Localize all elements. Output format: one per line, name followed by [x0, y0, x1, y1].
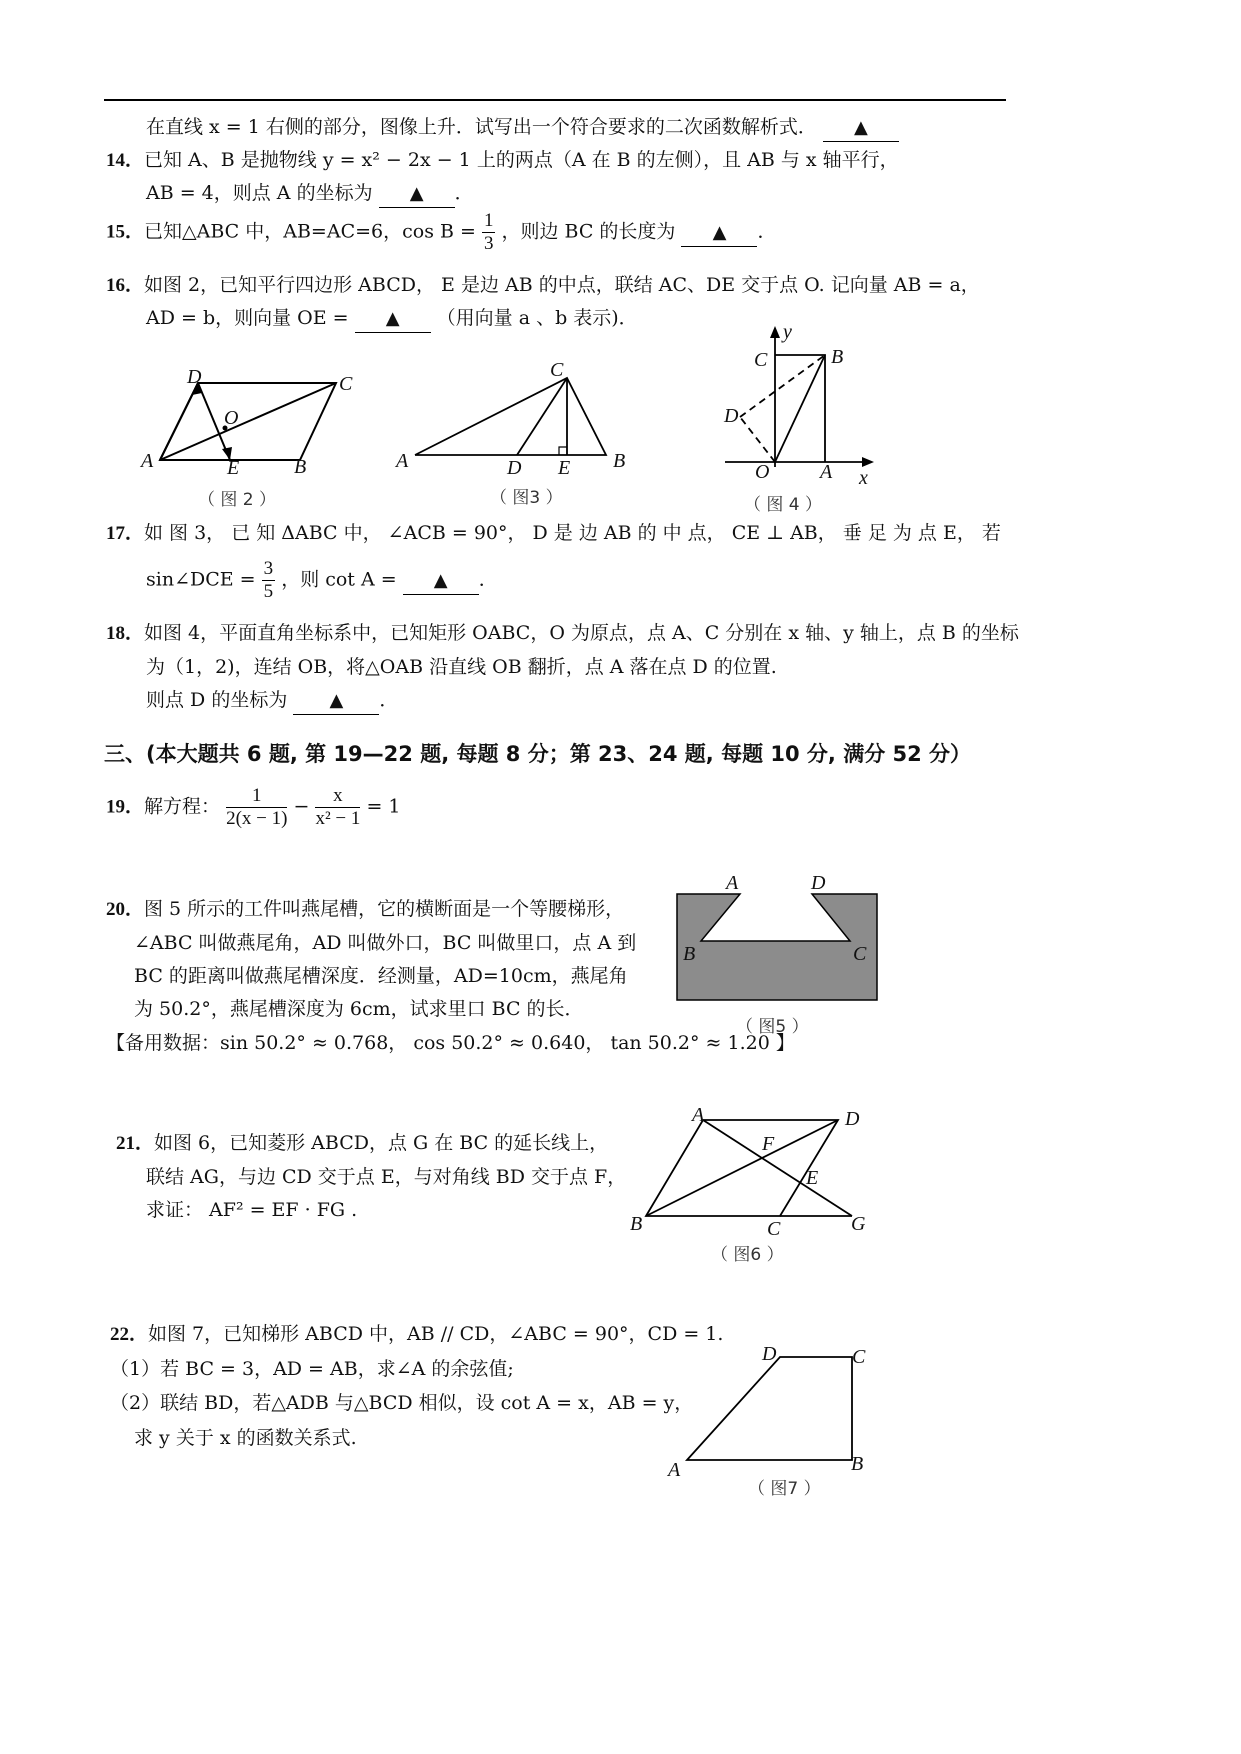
q15-fraction: $\frac{1}{3}$: [483, 210, 494, 254]
fig4-label-B: B: [831, 346, 844, 368]
q16-line1: 如图 2，已知平行四边形 ABCD， E 是边 AB 的中点，联结 AC、DE 交于点 O. 记向量 AB = a，: [144, 274, 980, 296]
section-3-heading: 三、(本大题共 6 题, 第 19—22 题, 每题 8 分；第 23、24 题, 每题 10 分, 满分 52 分）: [104, 742, 972, 766]
fig2-label-O: O: [224, 407, 239, 429]
figure-5: [676, 893, 880, 1003]
question-18-line2: 为（1，2)，连结 OB，将△OAB 沿直线 OB 翻折，点 A 落在点 D 的位置.: [146, 656, 777, 678]
figure-4: [720, 322, 880, 482]
fig4-label-A: A: [820, 461, 833, 483]
fig2-label-A: A: [141, 450, 154, 472]
fig2-label-B: B: [294, 456, 307, 478]
question-16: [106, 272, 980, 299]
q21-number: 21．: [116, 1133, 155, 1154]
question-21: [116, 1130, 608, 1157]
q20-line4: 为 50.2°，燕尾槽深度为 6cm，试求里口 BC 的长．: [134, 998, 584, 1020]
fig4-label-O: O: [755, 461, 770, 483]
q13-tail: [146, 114, 899, 142]
fig4-caption: （ 图 4 ）: [744, 495, 823, 515]
fig2-label-E: E: [227, 457, 240, 479]
q15-post: ，则边 BC 的长度为: [501, 220, 676, 243]
fig7-label-A: A: [668, 1459, 681, 1481]
q16-line2-pre: AD = b，则向量 OE =: [146, 307, 349, 329]
q20-line3: BC 的距离叫做燕尾槽深度．经测量，AD=10cm，燕尾角: [134, 965, 628, 987]
fig4-label-D: D: [724, 405, 739, 427]
q19-post: = 1: [366, 795, 401, 818]
q22-line4: 求 y 关于 x 的函数关系式.: [134, 1427, 357, 1449]
q19-fraction-2: $\frac{x}{\text{x² − 1}}$: [315, 785, 361, 829]
q14-answer-blank[interactable]: ▲: [379, 180, 455, 208]
fig6-label-B: B: [630, 1213, 643, 1235]
q16-answer-blank[interactable]: ▲: [355, 305, 431, 333]
fig4-label-y: y: [783, 321, 792, 343]
fig6-label-F: F: [762, 1133, 775, 1155]
fig7-caption: （ 图7 ）: [748, 1479, 821, 1499]
fig2-caption: （ 图 2 ）: [198, 490, 277, 510]
fig3-label-D: D: [507, 457, 522, 479]
header-rule: [104, 99, 1006, 101]
question-20: [106, 896, 624, 923]
q17-pre: sin∠DCE =: [146, 568, 256, 591]
q16-line2-post: （用向量 a 、b 表示)．: [436, 307, 638, 329]
q22-line1: 如图 7，已知梯形 ABCD 中，AB // CD，∠ABC = 90°，CD = 1.: [148, 1323, 724, 1345]
q22-number: 22．: [110, 1324, 149, 1345]
fig7-label-D: D: [762, 1343, 777, 1365]
q14-line1: 已知 A、B 是抛物线 y = x² − 2x − 1 上的两点（A 在 B 的左侧），且 AB 与 x 轴平行，: [144, 149, 899, 171]
question-14: [106, 147, 899, 174]
q21-line2: 联结 AG，与边 CD 交于点 E，与对角线 BD 交于点 F，: [146, 1166, 627, 1188]
question-19: [106, 785, 401, 830]
fig6-label-E: E: [806, 1167, 819, 1189]
q17-answer-blank[interactable]: ▲: [403, 567, 479, 595]
question-17-line2: sin∠DCE = $\frac{3}{5}$ ，则 cot A = ▲ ．: [146, 558, 498, 602]
question-17: [106, 520, 1001, 547]
question-14-line2: AB = 4，则点 A 的坐标为 ▲ ．: [146, 180, 474, 208]
fig4-label-C: C: [754, 349, 768, 371]
q19-operator: −: [293, 795, 310, 818]
q19-pre: 解方程：: [144, 795, 221, 818]
fig3-caption: （ 图3 ）: [490, 488, 563, 508]
figure-6: [640, 1115, 860, 1220]
q16-number: 16．: [106, 275, 145, 296]
fig5-label-A: A: [726, 872, 739, 894]
q15-number: 15．: [106, 221, 145, 243]
question-16-line2: [146, 305, 638, 333]
fig6-label-D: D: [845, 1108, 860, 1130]
question-18-line3: 则点 D 的坐标为 ▲ ．: [146, 687, 398, 715]
fig6-caption: （ 图6 ）: [711, 1245, 784, 1265]
fig6-label-C: C: [767, 1218, 781, 1240]
fig6-label-A: A: [692, 1104, 705, 1126]
fig4-label-x: x: [859, 467, 868, 489]
fig5-caption: （ 图5 ）: [736, 1017, 809, 1037]
fig3-label-C: C: [550, 359, 564, 381]
fig3-label-B: B: [613, 450, 626, 472]
q20-number: 20．: [106, 899, 145, 920]
fig5-label-B: B: [683, 943, 696, 965]
fig5-label-D: D: [811, 872, 826, 894]
q17-number: 17．: [106, 523, 145, 544]
fig3-label-E: E: [558, 457, 571, 479]
q17-post: ，则 cot A =: [281, 568, 397, 591]
q14-line2: AB = 4，则点 A 的坐标为: [146, 182, 373, 204]
q15-pre: 已知△ABC 中，AB=AC=6，cos B =: [144, 220, 476, 243]
q17-fraction: $\frac{3}{5}$: [263, 558, 274, 602]
q19-number: 19．: [106, 796, 145, 818]
q22-line2: （1）若 BC = 3，AD = AB，求∠A 的余弦值;: [110, 1358, 514, 1380]
q13-text: 在直线 x = 1 右侧的部分，图像上升．试写出一个符合要求的二次函数解析式．: [146, 116, 817, 138]
q20-data: 【备用数据：sin 50.2° ≈ 0.768， cos 50.2° ≈ 0.640， tan 50.2° ≈ 1.20 】: [106, 1032, 795, 1054]
fig6-label-G: G: [851, 1213, 866, 1235]
fig2-label-C: C: [339, 373, 353, 395]
question-18: [106, 620, 1019, 647]
q17-line1: 如 图 3， 已 知 ΔABC 中， ∠ACB = 90°， D 是 边 AB 的 中 点， CE ⊥ AB， 垂 足 为 点 E， 若: [144, 522, 1001, 544]
question-22: [110, 1321, 723, 1348]
q18-answer-blank[interactable]: ▲: [293, 687, 379, 715]
q21-line3: 求证： AF² = EF · FG .: [146, 1199, 358, 1221]
question-15: 15．已知△ABC 中，AB=AC=6，cos B = $\frac{1}{3}$ ，则边 BC 的长度为 ▲ ．: [106, 210, 777, 254]
fig2-label-D: D: [187, 366, 202, 388]
q18-line1: 如图 4，平面直角坐标系中，已知矩形 OABC，O 为原点，点 A、C 分别在 x 轴、y 轴上，点 B 的坐标: [144, 622, 1019, 644]
q21-line1: 如图 6，已知菱形 ABCD，点 G 在 BC 的延长线上，: [154, 1132, 609, 1154]
figure-7: [682, 1352, 857, 1464]
q20-line2: ∠ABC 叫做燕尾角，AD 叫做外口，BC 叫做里口，点 A 到: [134, 932, 637, 954]
q18-number: 18．: [106, 623, 145, 644]
q22-line3: （2）联结 BD，若△ADB 与△BCD 相似，设 cot A = x，AB = y，: [110, 1392, 694, 1414]
fig7-label-B: B: [851, 1453, 864, 1475]
fig5-label-C: C: [853, 943, 867, 965]
q15-answer-blank[interactable]: ▲: [681, 219, 757, 247]
q19-fraction-1: $\frac{1}{2(x - 1)}$: [226, 785, 288, 829]
figure-3: [410, 370, 620, 470]
q14-number: 14．: [106, 150, 145, 171]
q18-line3: 则点 D 的坐标为: [146, 689, 288, 711]
q20-line1: 图 5 所示的工件叫燕尾槽，它的横断面是一个等腰梯形，: [144, 898, 625, 920]
q13-answer-blank[interactable]: ▲: [823, 114, 899, 142]
fig3-label-A: A: [396, 450, 409, 472]
fig7-label-C: C: [852, 1346, 866, 1368]
